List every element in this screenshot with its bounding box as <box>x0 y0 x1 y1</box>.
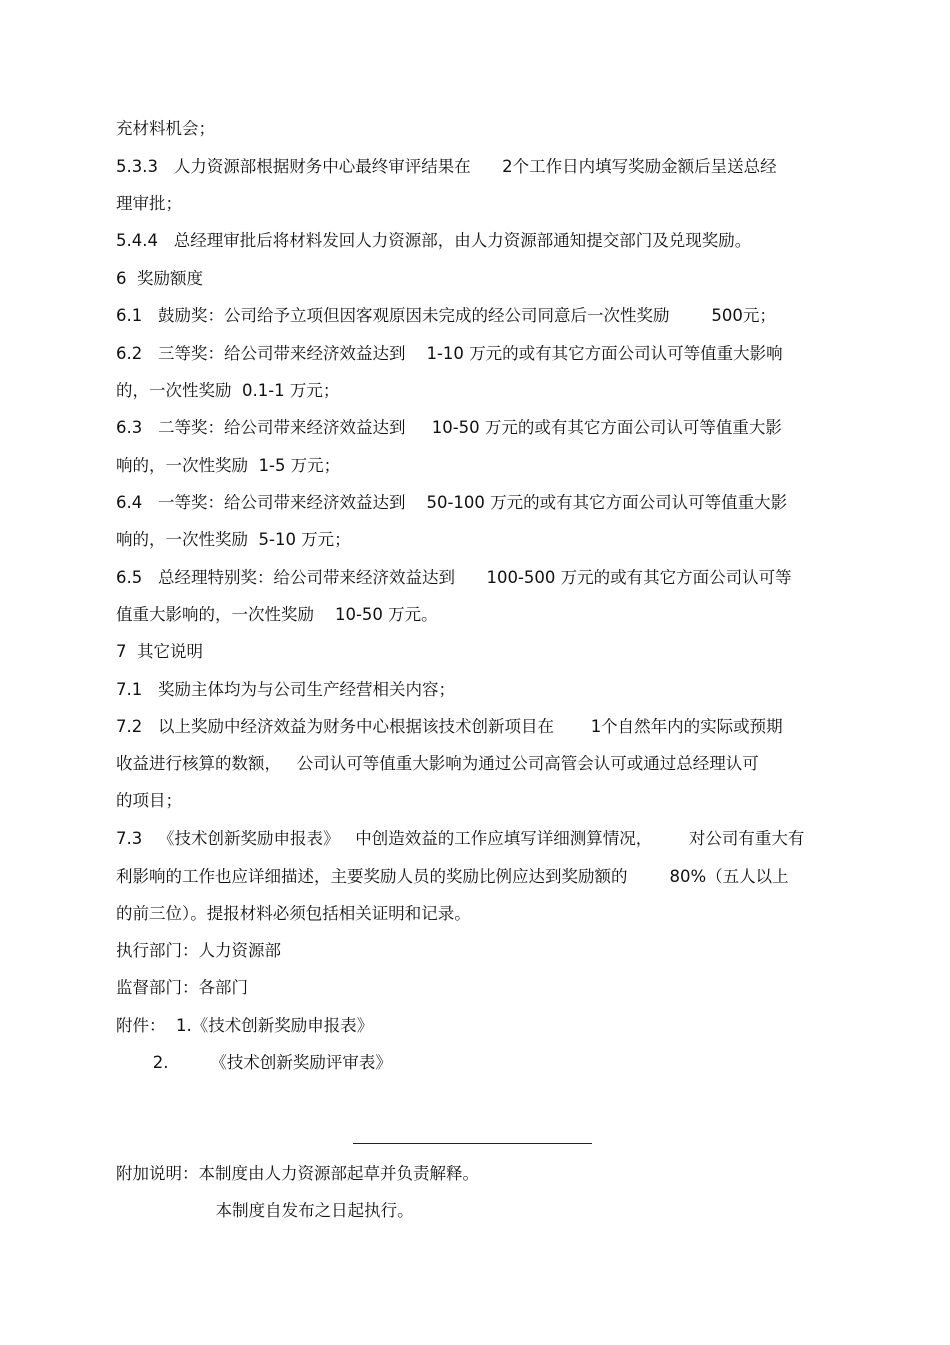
text-line: 附件： 1.《技术创新奖励申报表》 <box>116 1016 374 1035</box>
text-line: 6.3 二等奖：给公司带来经济效益达到 10-50 万元的或有其它方面公司认可等值重大影 <box>116 418 782 437</box>
text-line: 利影响的工作也应详细描述，主要奖励人员的奖励比例应达到奖励额的 80%（五人以上 <box>116 867 789 886</box>
text-line: 收益进行核算的数额， 公司认可等值重大影响为通过公司高管会认可或通过总经理认可 <box>116 754 759 773</box>
text-line: 附加说明：本制度由人力资源部起草并负责解释。 <box>116 1164 479 1183</box>
text-line: 理审批； <box>116 194 182 213</box>
text-line: 5.4.4 总经理审批后将材料发回人力资源部，由人力资源部通知提交部门及兑现奖励。 <box>116 231 752 250</box>
text-line: 7.3 《技术创新奖励申报表》 中创造效益的工作应填写详细测算情况， 对公司有重大有 <box>116 829 805 848</box>
text-line: 的前三位）。提报材料必须包括相关证明和记录。 <box>116 904 471 923</box>
text-line: 响的，一次性奖励 1-5 万元； <box>116 456 341 475</box>
text-line: 监督部门：各部门 <box>116 978 248 997</box>
text-line: 7.2 以上奖励中经济效益为财务中心根据该技术创新项目在 1个自然年内的实际或预期 <box>116 717 783 736</box>
text-line: 响的，一次性奖励 5-10 万元； <box>116 530 351 549</box>
text-line: 本制度自发布之日起执行。 <box>116 1201 414 1220</box>
section-heading: 7 其它说明 <box>116 642 203 661</box>
text-line: 执行部门：人力资源部 <box>116 941 281 960</box>
text-line: 6.1 鼓励奖：公司给予立项但因客观原因未完成的经公司同意后一次性奖励 500元； <box>116 306 776 325</box>
text-line: 的，一次性奖励 0.1-1 万元； <box>116 381 340 400</box>
separator-line <box>353 1143 592 1144</box>
text-line: 的项目； <box>116 791 182 810</box>
text-line: 2. 《技术创新奖励评审表》 <box>116 1053 392 1072</box>
section-heading: 6 奖励额度 <box>116 269 203 288</box>
text-line: 值重大影响的，一次性奖励 10-50 万元。 <box>116 605 438 624</box>
text-line: 6.4 一等奖：给公司带来经济效益达到 50-100 万元的或有其它方面公司认可等值重大影 <box>116 493 788 512</box>
text-line: 6.2 三等奖：给公司带来经济效益达到 1-10 万元的或有其它方面公司认可等值重大影响 <box>116 344 783 363</box>
text-line: 充材料机会； <box>116 119 215 138</box>
text-line: 5.3.3 人力资源部根据财务中心最终审评结果在 2个工作日内填写奖励金额后呈送总经 <box>116 157 777 176</box>
text-line: 7.1 奖励主体均为与公司生产经营相关内容； <box>116 680 455 699</box>
text-line: 6.5 总经理特别奖：给公司带来经济效益达到 100-500 万元的或有其它方面公司认可等 <box>116 568 792 587</box>
